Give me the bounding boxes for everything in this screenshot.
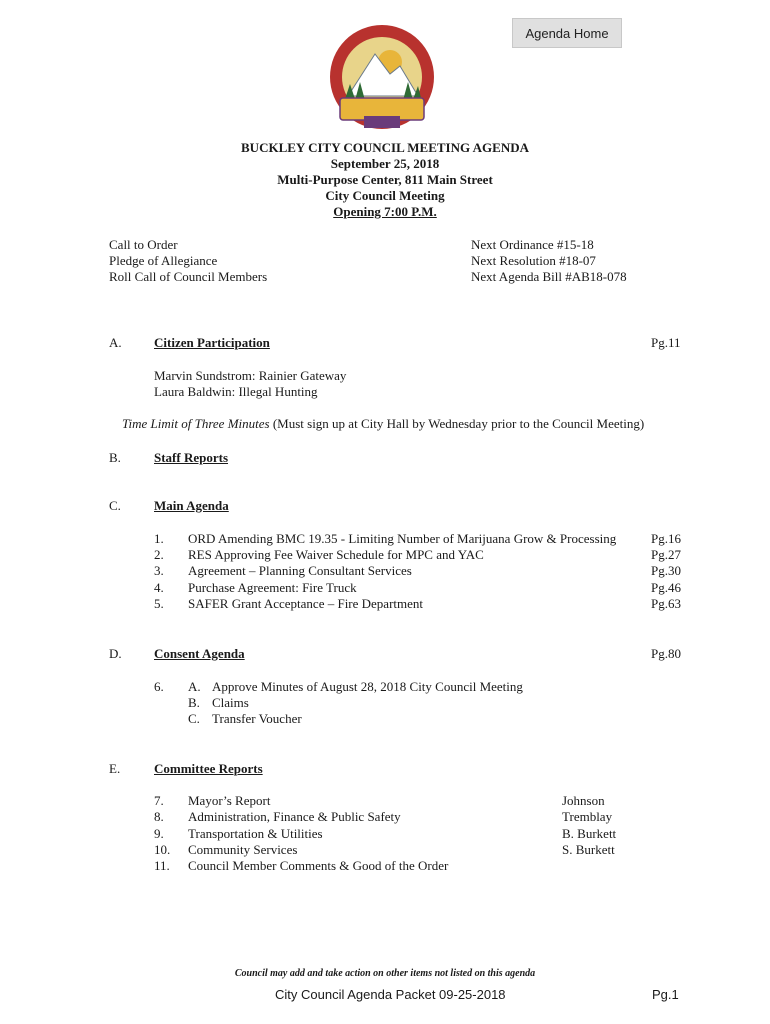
item-page: Pg.63 <box>651 596 681 611</box>
section-b-title: Staff Reports <box>154 450 229 465</box>
section-a-title: Citizen Participation <box>154 335 270 350</box>
agenda-home-button[interactable]: Agenda Home <box>512 18 622 48</box>
speaker-2: Laura Baldwin: Illegal Hunting <box>154 384 318 399</box>
section-c-letter: C. <box>109 498 121 513</box>
section-e-title: Committee Reports <box>154 761 263 776</box>
item-number: 10. <box>154 842 171 857</box>
subitem-text: Transfer Voucher <box>212 711 302 726</box>
item-number: 11. <box>154 858 170 873</box>
meeting-location: Multi-Purpose Center, 811 Main Street <box>277 172 493 187</box>
item-number: 6. <box>154 679 164 694</box>
item-number: 3. <box>154 563 164 578</box>
subitem-text: Approve Minutes of August 28, 2018 City Council Meeting <box>212 679 523 694</box>
buckley-seal-logo <box>320 22 445 132</box>
packet-label: City Council Agenda Packet 09-25-2018 <box>275 987 506 1002</box>
section-d-title: Consent Agenda <box>154 646 245 661</box>
item-page: Pg.27 <box>651 547 681 562</box>
item-number: 1. <box>154 531 164 546</box>
section-b-letter: B. <box>109 450 121 465</box>
section-a-page: Pg.11 <box>651 335 681 350</box>
item-text: Purchase Agreement: Fire Truck <box>188 580 357 595</box>
footer-note: Council may add and take action on other items not listed on this agenda <box>234 968 536 979</box>
item-number: 4. <box>154 580 164 595</box>
subitem-letter: A. <box>188 679 201 694</box>
opening-time <box>0 204 770 220</box>
next-resolution: Next Resolution #18-07 <box>471 253 596 268</box>
call-to-order: Call to Order <box>109 237 178 252</box>
item-number: 2. <box>154 547 164 562</box>
section-c-title: Main Agenda <box>154 498 229 513</box>
section-d-page: Pg.80 <box>651 646 681 661</box>
page-number: Pg.1 <box>652 987 679 1002</box>
item-text: Mayor’s Report <box>188 793 271 808</box>
opening-time-text: Opening 7:00 P.M. <box>333 204 437 219</box>
item-presenter: Johnson <box>562 793 605 808</box>
meeting-date: September 25, 2018 <box>330 156 440 171</box>
agenda-title: BUCKLEY CITY COUNCIL MEETING AGENDA <box>241 140 529 155</box>
item-page: Pg.46 <box>651 580 681 595</box>
item-text: Agreement – Planning Consultant Services <box>188 563 412 578</box>
item-text: Administration, Finance & Public Safety <box>188 809 401 824</box>
pledge-of-allegiance: Pledge of Allegiance <box>109 253 218 268</box>
item-number: 9. <box>154 826 164 841</box>
subitem-letter: C. <box>188 711 200 726</box>
time-limit-italic: Time Limit of Three Minutes <box>122 416 270 431</box>
item-text: RES Approving Fee Waiver Schedule for MPC and YAC <box>188 547 484 562</box>
meeting-type: City Council Meeting <box>325 188 445 203</box>
item-number: 7. <box>154 793 164 808</box>
next-ordinance: Next Ordinance #15-18 <box>471 237 594 252</box>
time-limit-note <box>122 416 644 432</box>
roll-call: Roll Call of Council Members <box>109 269 268 284</box>
section-a-letter: A. <box>109 335 122 350</box>
item-text: Community Services <box>188 842 298 857</box>
section-e-letter: E. <box>109 761 121 776</box>
item-text: ORD Amending BMC 19.35 - Limiting Number of Marijuana Grow & Processing <box>188 531 617 546</box>
subitem-text: Claims <box>212 695 249 710</box>
item-presenter: Tremblay <box>562 809 613 824</box>
next-agenda-bill: Next Agenda Bill #AB18-078 <box>471 269 627 284</box>
speaker-1: Marvin Sundstrom: Rainier Gateway <box>154 368 347 383</box>
time-limit-rest: (Must sign up at City Hall by Wednesday prior to the Council Meeting) <box>269 416 645 431</box>
item-text: SAFER Grant Acceptance – Fire Department <box>188 596 424 611</box>
section-d-letter: D. <box>109 646 122 661</box>
item-presenter: S. Burkett <box>562 842 615 857</box>
item-text: Transportation & Utilities <box>188 826 323 841</box>
item-text: Council Member Comments & Good of the Order <box>188 858 449 873</box>
subitem-letter: B. <box>188 695 200 710</box>
item-number: 5. <box>154 596 164 611</box>
item-number: 8. <box>154 809 164 824</box>
item-page: Pg.30 <box>651 563 681 578</box>
item-presenter: B. Burkett <box>562 826 617 841</box>
item-page: Pg.16 <box>651 531 681 546</box>
